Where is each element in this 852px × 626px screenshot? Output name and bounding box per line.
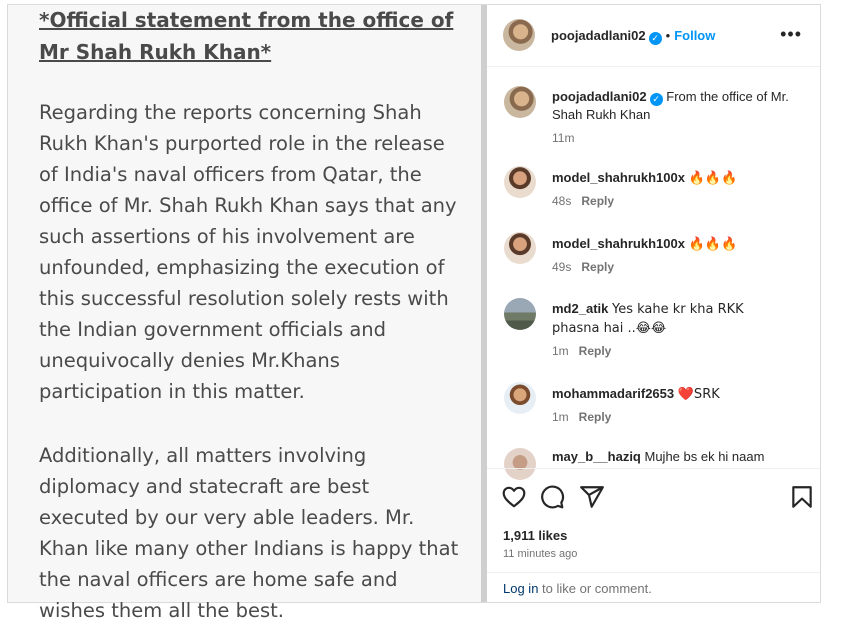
login-prompt-text: to like or comment.	[538, 581, 652, 596]
heart-icon[interactable]	[501, 484, 527, 510]
avatar[interactable]	[504, 232, 536, 264]
bookmark-icon[interactable]	[789, 484, 815, 510]
comment-icon[interactable]	[539, 484, 565, 510]
reply-button[interactable]: Reply	[581, 260, 615, 274]
reply-button[interactable]: Reply	[578, 344, 612, 358]
list-item	[504, 232, 810, 282]
post-side-panel	[487, 5, 820, 602]
comment-text: 🔥🔥🔥	[688, 237, 738, 252]
comment-username[interactable]: may_b__haziq	[552, 449, 641, 464]
comment-body	[552, 300, 782, 338]
statement-title: *Official statement from the office of Mr Shah Rukh Khan*	[39, 8, 454, 64]
comment-time: 48s	[552, 194, 572, 208]
comment-username[interactable]: mohammadarif2653	[552, 386, 675, 401]
comment-text: ❤️SRK	[677, 387, 720, 402]
avatar[interactable]	[504, 382, 536, 414]
more-options-icon[interactable]: •••	[780, 24, 802, 44]
avatar[interactable]	[503, 19, 535, 51]
statement-paragraph-2: Additionally, all matters involving diplomacy and statecraft are best executed by our very able leaders. Mr. Khan like many other Indians is happy that the naval officers are home safe and wishes them all the best.	[39, 444, 459, 622]
comment-body	[552, 448, 810, 466]
header-username[interactable]: poojadadlani02	[551, 28, 646, 43]
comment-text: Yes kahe kr kha RKK phasna hai ..😂😂	[552, 302, 744, 336]
comment-meta	[552, 194, 614, 208]
comment-time: 1m	[552, 410, 569, 424]
comment-body	[552, 169, 810, 188]
comment-meta	[552, 410, 611, 424]
post-frame	[7, 4, 821, 622]
comment-time: 1m	[552, 344, 569, 358]
avatar[interactable]	[504, 298, 536, 330]
reply-button[interactable]: Reply	[581, 194, 615, 208]
separator-dot: •	[665, 28, 671, 43]
comment-username[interactable]: md2_atik	[552, 301, 609, 316]
statement-paragraph-1: Regarding the reports concerning Shah Rukh Khan's purported role in the release of India's naval officers from Qatar, the office of Mr. Shah Rukh Khan says that any such assertions of his involvement are unfounded, emphasizing the execution of this successful resolution solely rests with the Indian government officials and unequivocally denies Mr.Khans participation in this matter.	[39, 101, 457, 403]
post-image	[8, 5, 481, 622]
comment-username[interactable]: model_shahrukh100x	[552, 236, 685, 251]
reply-button[interactable]: Reply	[578, 410, 612, 424]
login-link[interactable]: Log in	[503, 581, 539, 596]
login-prompt	[487, 572, 820, 603]
avatar[interactable]	[504, 86, 536, 118]
list-item	[504, 298, 810, 362]
share-icon[interactable]	[579, 484, 605, 510]
post-header	[487, 5, 820, 67]
likes-count[interactable]: 1,911 likes	[503, 528, 568, 543]
caption	[504, 86, 810, 146]
comment-body	[552, 385, 810, 404]
comment-meta	[552, 344, 611, 358]
list-item	[504, 382, 810, 432]
verified-badge-icon: ✓	[650, 93, 663, 106]
comments-list[interactable]	[487, 67, 820, 468]
comment-body	[552, 235, 810, 254]
caption-username[interactable]: poojadadlani02	[552, 89, 647, 104]
avatar[interactable]	[504, 166, 536, 198]
comment-text: Mujhe bs ek hi naam	[644, 449, 765, 464]
comment-time: 49s	[552, 260, 572, 274]
comment-username[interactable]: model_shahrukh100x	[552, 170, 685, 185]
list-item	[504, 166, 810, 216]
comment-meta	[552, 260, 614, 274]
follow-button[interactable]: Follow	[674, 28, 716, 43]
caption-time: 11m	[552, 131, 575, 145]
post-timestamp: 11 minutes ago	[503, 548, 578, 560]
caption-body	[552, 88, 810, 124]
caption-text: From the office of Mr. Shah Rukh Khan	[552, 89, 789, 122]
verified-badge-icon: ✓	[649, 32, 662, 45]
header-user-row	[551, 27, 715, 45]
comment-text: 🔥🔥🔥	[688, 171, 738, 186]
